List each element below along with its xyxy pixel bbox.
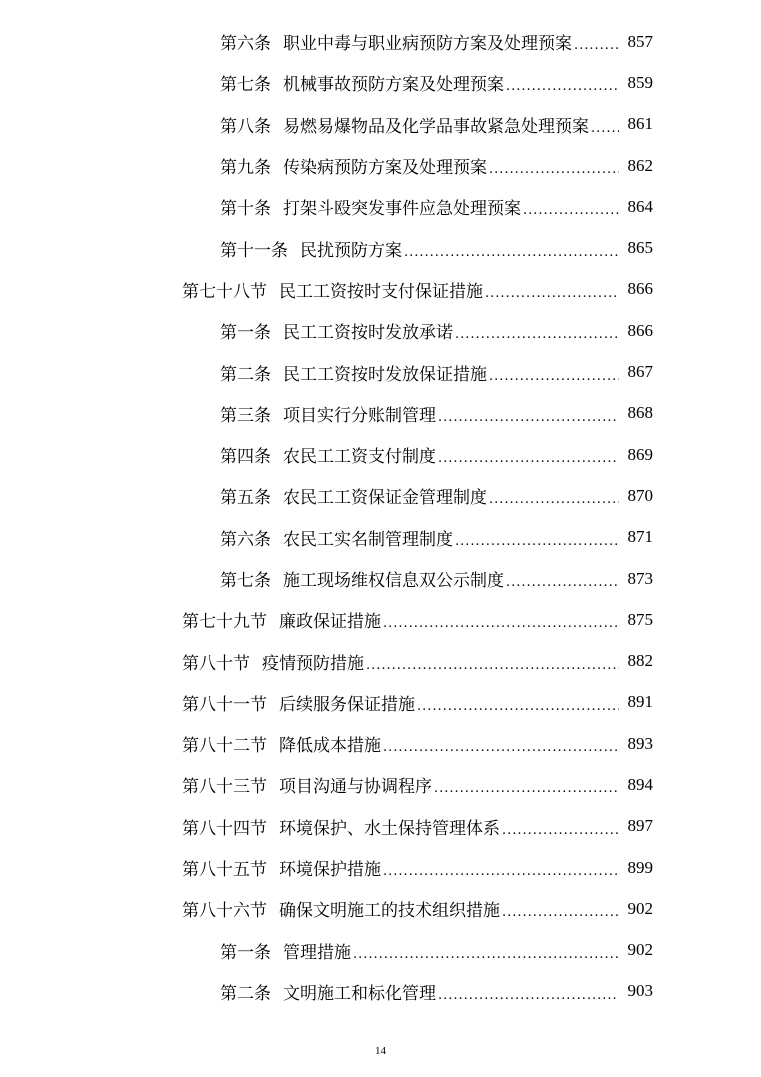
- toc-entry[interactable]: [0, 764, 761, 805]
- toc-entry[interactable]: [0, 723, 761, 764]
- dot-leader: [489, 492, 619, 507]
- toc-entry-label: 第四条: [220, 447, 271, 468]
- toc-entry-title: 疫情预防措施: [262, 653, 364, 674]
- toc-entry[interactable]: [0, 21, 761, 62]
- toc-entry[interactable]: [0, 393, 761, 434]
- toc-entry[interactable]: [0, 517, 761, 558]
- toc-entry-page: 857: [627, 31, 653, 51]
- page-number: 14: [375, 1045, 386, 1057]
- dot-leader: [506, 575, 619, 590]
- toc-entry-page: 903: [627, 981, 653, 1001]
- toc-entry[interactable]: [0, 475, 761, 516]
- toc-entry[interactable]: [0, 682, 761, 723]
- toc-entry-page: 902: [627, 898, 653, 918]
- toc-entry[interactable]: [0, 971, 761, 1012]
- dot-leader: [404, 245, 619, 260]
- toc-entry-title: 农民工实名制管理制度: [283, 529, 453, 550]
- dot-leader: [417, 699, 619, 714]
- toc-entry-page: 866: [627, 320, 653, 340]
- toc-entry[interactable]: [0, 227, 761, 268]
- toc-entry-label: 第三条: [220, 405, 271, 426]
- dot-leader: [455, 534, 619, 549]
- toc-entry[interactable]: [0, 269, 761, 310]
- table-of-contents: [0, 21, 761, 1012]
- toc-entry-title: 民扰预防方案: [300, 240, 402, 261]
- toc-entry-label: 第十一条: [220, 240, 288, 261]
- toc-entry-label: 第六条: [220, 34, 271, 55]
- dot-leader: [455, 327, 619, 342]
- toc-entry-page: 869: [627, 444, 653, 464]
- toc-entry-title: 传染病预防方案及处理预案: [283, 158, 487, 179]
- toc-entry-page: 870: [627, 485, 653, 505]
- dot-leader: [366, 658, 619, 673]
- toc-entry-label: 第七十九节: [182, 612, 267, 633]
- dot-leader: [438, 451, 619, 466]
- toc-entry-label: 第八十五节: [182, 860, 267, 881]
- toc-entry[interactable]: [0, 62, 761, 103]
- toc-entry-page: 859: [627, 72, 653, 92]
- toc-entry-label: 第七十八节: [182, 281, 267, 302]
- toc-entry-label: 第八十二节: [182, 736, 267, 757]
- toc-entry[interactable]: [0, 558, 761, 599]
- toc-entry[interactable]: [0, 640, 761, 681]
- toc-entry-title: 易燃易爆物品及化学品事故紧急处理预案: [283, 116, 589, 137]
- toc-entry[interactable]: [0, 104, 761, 145]
- toc-entry-page: 875: [627, 609, 653, 629]
- toc-entry-label: 第八十四节: [182, 818, 267, 839]
- toc-entry[interactable]: [0, 888, 761, 929]
- toc-entry-label: 第二条: [220, 364, 271, 385]
- toc-entry[interactable]: [0, 351, 761, 392]
- toc-entry-label: 第一条: [220, 323, 271, 344]
- toc-entry-title: 环境保护措施: [279, 860, 381, 881]
- toc-entry-page: 867: [627, 362, 653, 382]
- toc-entry-label: 第八十一节: [182, 694, 267, 715]
- toc-entry-title: 环境保护、水土保持管理体系: [279, 818, 500, 839]
- toc-entry-title: 确保文明施工的技术组织措施: [279, 901, 500, 922]
- toc-entry-page: 899: [627, 857, 653, 877]
- toc-entry[interactable]: [0, 847, 761, 888]
- toc-entry-page: 897: [627, 816, 653, 836]
- dot-leader: [438, 988, 619, 1003]
- toc-entry-title: 降低成本措施: [279, 736, 381, 757]
- toc-entry-title: 农民工工资支付制度: [283, 447, 436, 468]
- toc-entry-label: 第六条: [220, 529, 271, 550]
- toc-entry[interactable]: [0, 599, 761, 640]
- dot-leader: [502, 905, 619, 920]
- toc-entry-label: 第五条: [220, 488, 271, 509]
- toc-entry-title: 民工工资按时支付保证措施: [279, 281, 483, 302]
- toc-entry-title: 廉政保证措施: [279, 612, 381, 633]
- toc-entry[interactable]: [0, 186, 761, 227]
- toc-entry[interactable]: [0, 434, 761, 475]
- toc-entry-page: 868: [627, 403, 653, 423]
- dot-leader: [574, 38, 619, 53]
- toc-entry-label: 第八十三节: [182, 777, 267, 798]
- toc-entry-page: 891: [627, 692, 653, 712]
- toc-entry-label: 第八十六节: [182, 901, 267, 922]
- toc-entry-label: 第九条: [220, 158, 271, 179]
- toc-entry-page: 861: [627, 114, 653, 134]
- toc-entry-page: 865: [627, 238, 653, 258]
- toc-entry-page: 866: [627, 279, 653, 299]
- toc-entry-page: 902: [627, 940, 653, 960]
- toc-entry-page: 873: [627, 568, 653, 588]
- toc-entry-label: 第七条: [220, 571, 271, 591]
- toc-entry-page: 862: [627, 155, 653, 175]
- toc-entry-label: 第二条: [220, 983, 271, 1004]
- toc-entry-label: 第八十节: [182, 653, 250, 674]
- dot-leader: [383, 616, 619, 631]
- dot-leader: [485, 286, 619, 301]
- toc-entry-title: 后续服务保证措施: [279, 694, 415, 715]
- dot-leader: [434, 781, 619, 796]
- toc-entry-title: 民工工资按时发放保证措施: [283, 364, 487, 385]
- toc-entry-title: 施工现场维权信息双公示制度: [283, 571, 504, 591]
- toc-entry[interactable]: [0, 806, 761, 847]
- toc-entry-page: 864: [627, 196, 653, 216]
- toc-entry-label: 第十条: [220, 199, 271, 220]
- toc-entry-title: 文明施工和标化管理: [283, 983, 436, 1004]
- toc-entry-title: 民工工资按时发放承诺: [283, 323, 453, 344]
- toc-entry-title: 项目沟通与协调程序: [279, 777, 432, 798]
- toc-entry-page: 893: [627, 733, 653, 753]
- dot-leader: [502, 823, 619, 838]
- dot-leader: [383, 740, 619, 755]
- toc-entry-title: 管理措施: [283, 942, 351, 963]
- dot-leader: [591, 121, 619, 136]
- toc-entry-page: 894: [627, 774, 653, 794]
- toc-entry-label: 第一条: [220, 942, 271, 963]
- toc-entry-title: 机械事故预防方案及处理预案: [283, 75, 504, 96]
- dot-leader: [489, 162, 619, 177]
- toc-entry-title: 农民工工资保证金管理制度: [283, 488, 487, 509]
- toc-entry-title: 职业中毒与职业病预防方案及处理预案: [283, 34, 572, 55]
- dot-leader: [523, 203, 619, 218]
- toc-entry-label: 第八条: [220, 116, 271, 137]
- dot-leader: [506, 79, 619, 94]
- dot-leader: [353, 947, 619, 962]
- toc-entry[interactable]: [0, 310, 761, 351]
- dot-leader: [383, 864, 619, 879]
- toc-entry-title: 打架斗殴突发事件应急处理预案: [283, 199, 521, 220]
- dot-leader: [438, 410, 619, 425]
- dot-leader: [489, 369, 619, 384]
- toc-entry-page: 871: [627, 527, 653, 547]
- toc-entry[interactable]: [0, 145, 761, 186]
- toc-entry[interactable]: [0, 930, 761, 971]
- toc-entry-label: 第七条: [220, 75, 271, 96]
- toc-entry-title: 项目实行分账制管理: [283, 405, 436, 426]
- toc-entry-page: 882: [627, 651, 653, 671]
